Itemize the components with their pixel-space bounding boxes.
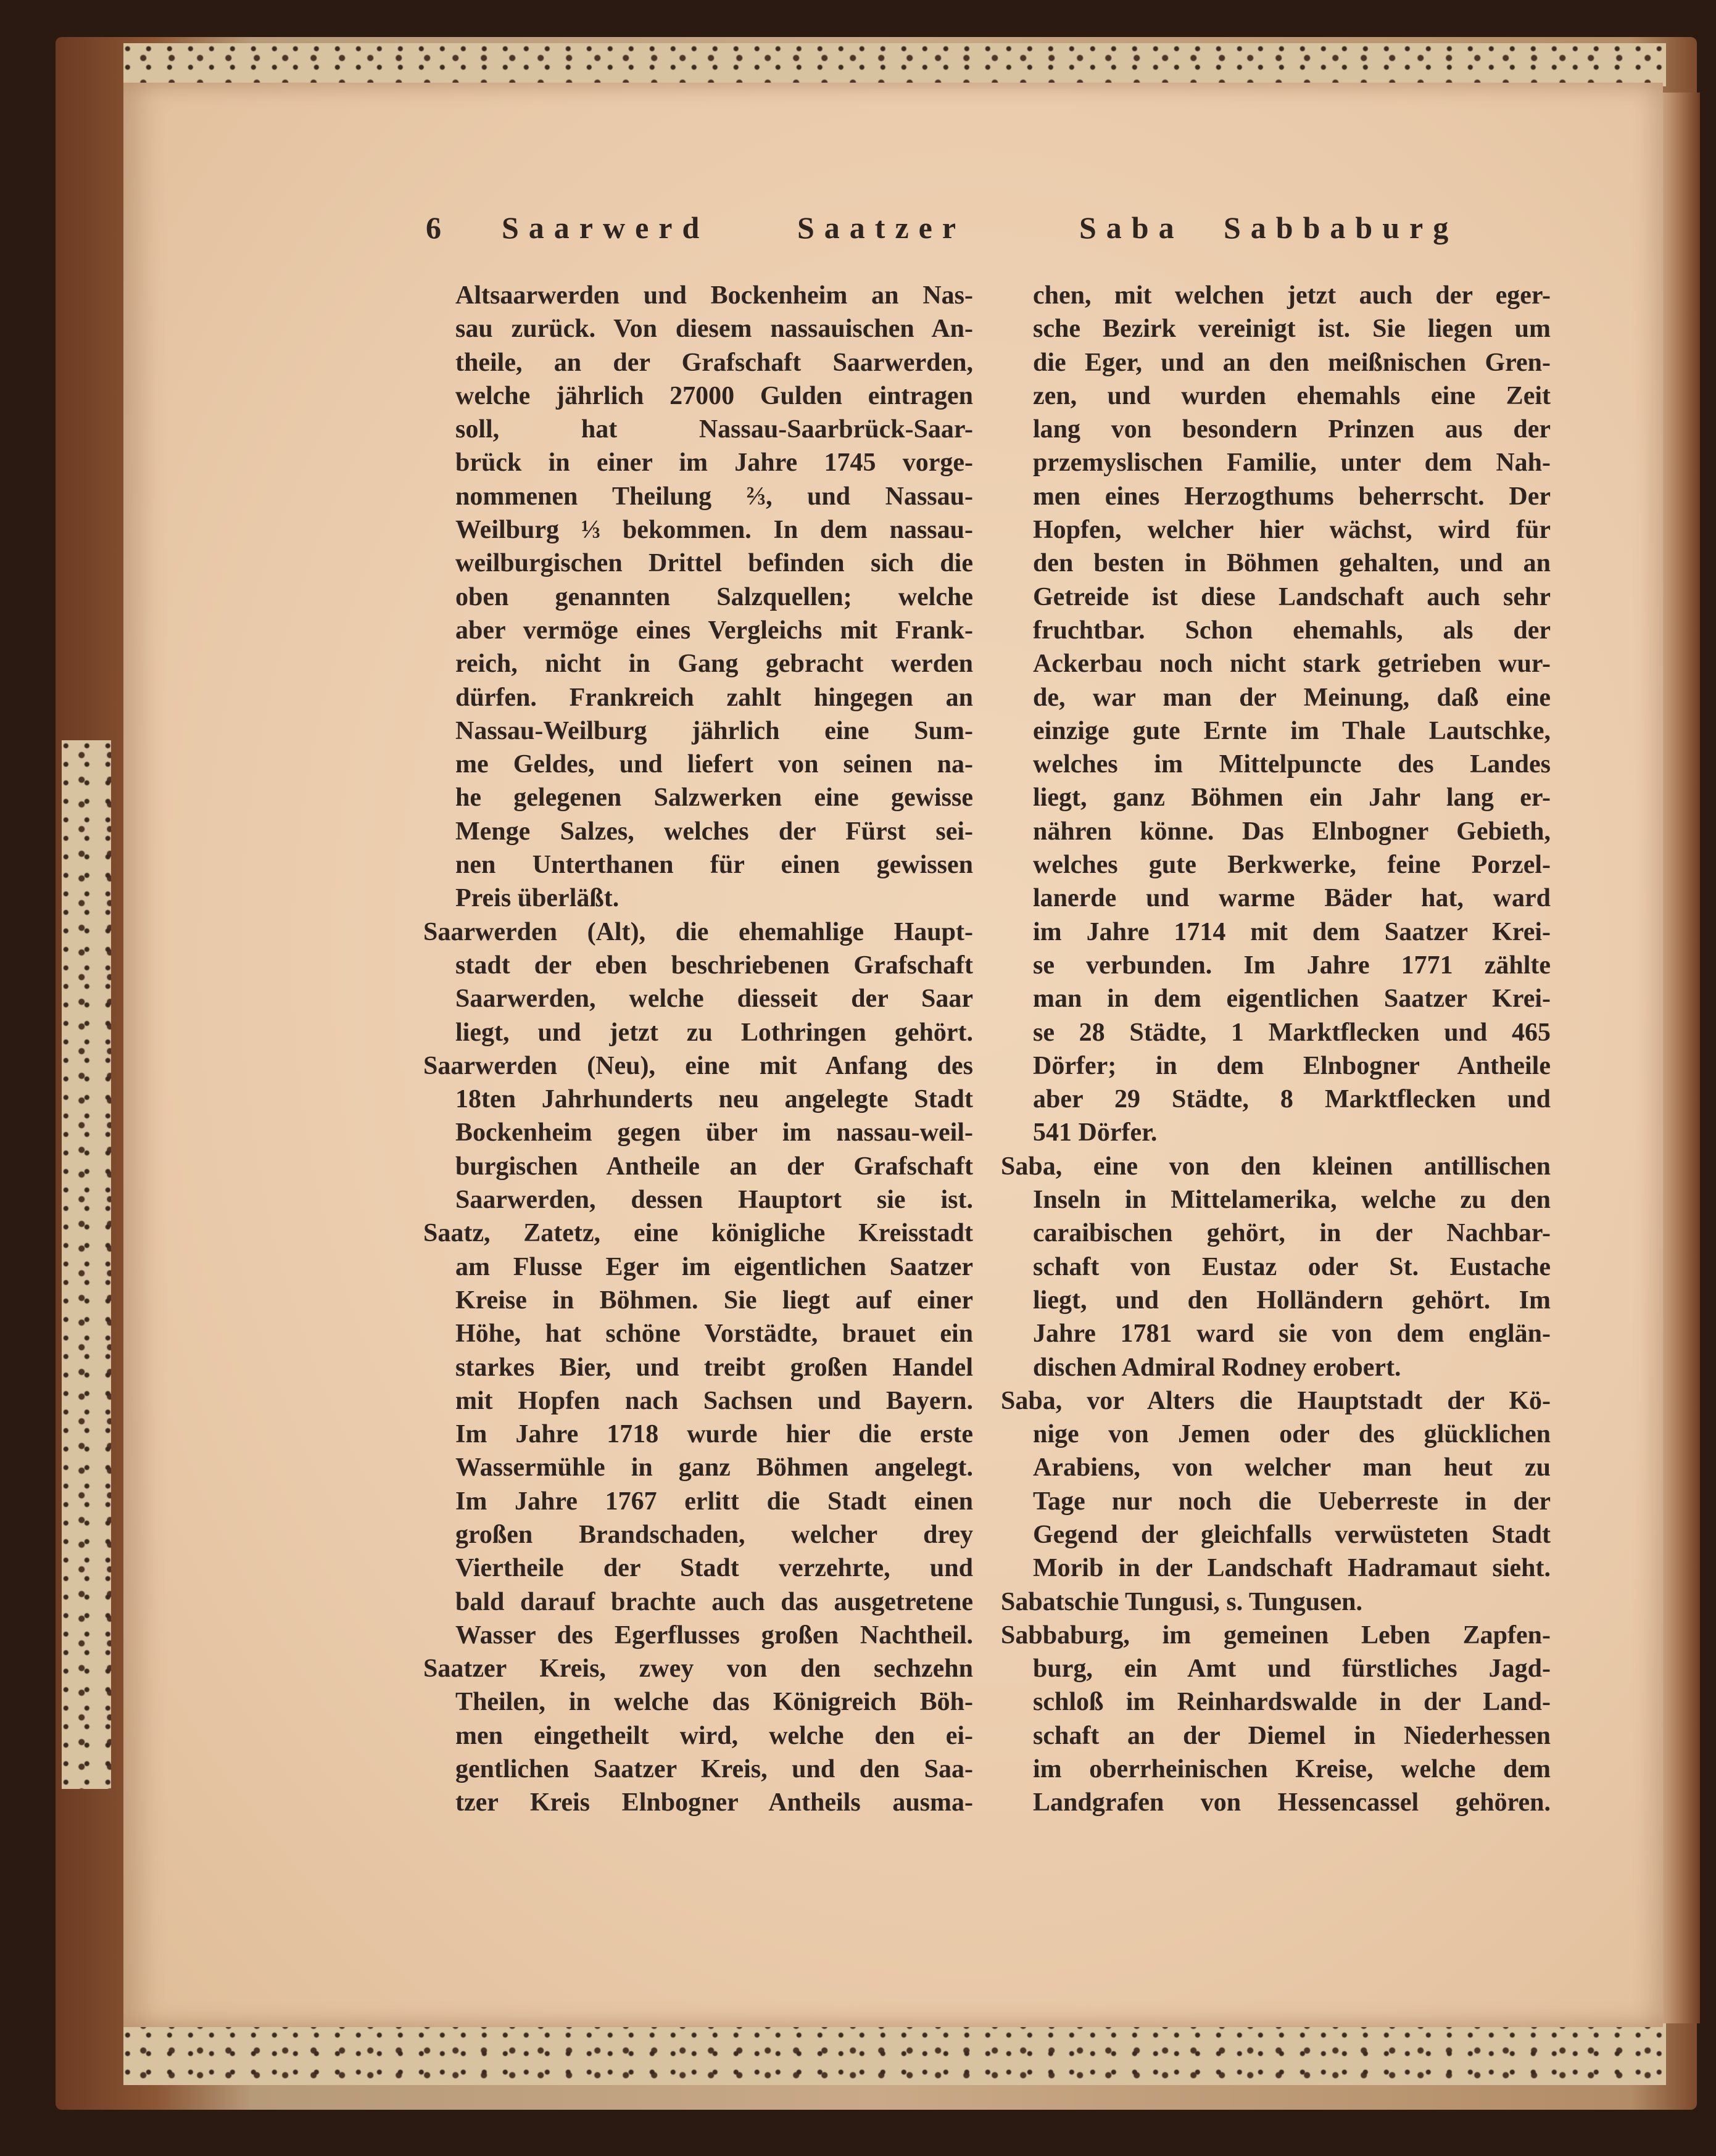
text-line: nen Unterthanen für einen gewissen (455, 851, 973, 880)
text-line: im Jahre 1714 mit dem Saatzer Krei- (1033, 917, 1551, 946)
text-line: Altsaarwerden und Bockenheim an Nas- (455, 281, 973, 310)
text-line: Preis überläßt. (455, 884, 620, 913)
entry-headline: Saba, vor Alters die Hauptstadt der Kö- (1001, 1386, 1551, 1415)
text-line: Dörfer; in dem Elnbogner Antheile (1033, 1051, 1551, 1080)
text-line: chen, mit welchen jetzt auch der eger- (1033, 281, 1551, 310)
text-line: burg, ein Amt und fürstliches Jagd- (1033, 1654, 1551, 1683)
text-line: den besten in Böhmen gehalten, und an (1033, 549, 1551, 578)
text-line: Inseln in Mittelamerika, welche zu den (1033, 1186, 1551, 1215)
text-line: zen, und wurden ehemahls eine Zeit (1033, 381, 1551, 410)
text-line: gentlichen Saatzer Kreis, und den Saa- (455, 1755, 973, 1784)
text-line: nähren könne. Das Elnbogner Gebieth, (1033, 817, 1551, 846)
page-number: 6 (426, 210, 441, 245)
text-line: przemyslischen Familie, unter dem Nah- (1033, 448, 1551, 477)
text-line: großen Brandschaden, welcher drey (455, 1520, 973, 1549)
text-line: theile, an der Grafschaft Saarwerden, (455, 348, 973, 377)
text-column-right (1001, 279, 1551, 1820)
entry-headline: Sabbaburg, im gemeinen Leben Zapfen- (1001, 1621, 1551, 1650)
text-line: Getreide ist diese Landschaft auch sehr (1033, 582, 1551, 611)
text-line: se 28 Städte, 1 Marktflecken und 465 (1033, 1018, 1551, 1047)
text-line: 541 Dörfer. (1033, 1118, 1158, 1147)
text-line: Wasser des Egerflusses großen Nachtheil. (455, 1621, 973, 1650)
text-line: nige von Jemen oder des glücklichen (1033, 1420, 1551, 1449)
text-line: aber vermöge eines Vergleichs mit Frank- (455, 616, 973, 645)
text-line: einzige gute Ernte im Thale Lautschke, (1033, 716, 1551, 745)
text-line: im oberrheinischen Kreise, welche dem (1033, 1755, 1551, 1784)
text-line: aber 29 Städte, 8 Marktflecken und (1033, 1085, 1551, 1114)
text-line: de, war man der Meinung, daß eine (1033, 683, 1551, 712)
text-line: Nassau-Weilburg jährlich eine Sum- (455, 716, 973, 745)
text-line: welches gute Berkwerke, feine Porzel- (1033, 851, 1551, 880)
text-line: sche Bezirk vereinigt ist. Sie liegen um (1033, 315, 1551, 344)
text-line: stadt der eben beschriebenen Grafschaft (455, 951, 973, 980)
text-line: Weilburg ⅓ bekommen. In dem nassau- (455, 516, 973, 545)
marbled-edge-left (62, 740, 111, 1789)
entry-headline: Saarwerden (Neu), eine mit Anfang des (423, 1051, 973, 1080)
text-line: he gelegenen Salzwerken eine gewisse (455, 783, 973, 812)
text-line: Saarwerden, welche diesseit der Saar (455, 985, 973, 1014)
text-line: welche jährlich 27000 Gulden eintragen (455, 381, 973, 410)
text-line: men eingetheilt wird, welche den ei- (455, 1721, 973, 1750)
text-line: starkes Bier, und treibt großen Handel (455, 1353, 973, 1382)
text-line: Menge Salzes, welches der Fürst sei- (455, 817, 973, 846)
text-line: lang von besondern Prinzen aus der (1033, 415, 1551, 444)
text-line: 18ten Jahrhunderts neu angelegte Stadt (455, 1085, 973, 1114)
text-line: Kreise in Böhmen. Sie liegt auf einer (455, 1286, 973, 1315)
text-line: lanerde und warme Bäder hat, ward (1033, 884, 1551, 913)
running-head-right-2: Sabbaburg (1224, 210, 1459, 245)
text-line: schaft an der Diemel in Niederhessen (1033, 1721, 1551, 1750)
text-line: brück in einer im Jahre 1745 vorge- (455, 448, 973, 477)
text-line: Gegend der gleichfalls verwüsteten Stadt (1033, 1520, 1551, 1549)
text-line: Jahre 1781 ward sie von dem englän- (1033, 1320, 1551, 1349)
running-head-left-1: Saarwerd (502, 210, 710, 245)
text-line: me Geldes, und liefert von seinen na- (455, 750, 973, 779)
text-line: dürfen. Frankreich zahlt hingegen an (455, 683, 973, 712)
text-line: Höhe, hat schöne Vorstädte, brauet ein (455, 1320, 973, 1349)
text-line: am Flusse Eger im eigentlichen Saatzer (455, 1252, 973, 1281)
text-line: mit Hopfen nach Sachsen und Bayern. (455, 1386, 973, 1415)
text-line: Hopfen, welcher hier wächst, wird für (1033, 516, 1551, 545)
text-line: Wassermühle in ganz Böhmen angelegt. (455, 1453, 973, 1482)
entry-headline: Saatz, Zatetz, eine königliche Kreisstadt (423, 1219, 973, 1248)
text-line: welches im Mittelpuncte des Landes (1033, 750, 1551, 779)
text-line: Tage nur noch die Ueberreste in der (1033, 1487, 1551, 1516)
text-line: nommenen Theilung ⅔, und Nassau- (455, 482, 973, 511)
text-line: schaft von Eustaz oder St. Eustache (1033, 1252, 1551, 1281)
text-line: dischen Admiral Rodney erobert. (1033, 1353, 1401, 1382)
text-line: liegt, und jetzt zu Lothringen gehört. (455, 1018, 973, 1047)
text-line: sau zurück. Von diesem nassauischen An- (455, 315, 973, 344)
text-line: oben genannten Salzquellen; welche (455, 582, 973, 611)
text-line: liegt, und den Holländern gehört. Im (1033, 1286, 1551, 1315)
text-line: man in dem eigentlichen Saatzer Krei- (1033, 985, 1551, 1014)
text-line: fruchtbar. Schon ehemahls, als der (1033, 616, 1551, 645)
text-line: weilburgischen Drittel befinden sich die (455, 549, 973, 578)
text-line: men eines Herzogthums beherrscht. Der (1033, 482, 1551, 511)
text-line: soll, hat Nassau-Saarbrück-Saar- (455, 415, 973, 444)
text-line: Arabiens, von welcher man heut zu (1033, 1453, 1551, 1482)
entry-headline: Sabatschie Tungusi, s. Tungusen. (1001, 1587, 1363, 1616)
text-line: tzer Kreis Elnbogner Antheils ausma- (455, 1788, 973, 1817)
entry-headline: Saba, eine von den kleinen antillischen (1001, 1152, 1551, 1181)
text-line: Im Jahre 1767 erlitt die Stadt einen (455, 1487, 973, 1516)
text-line: burgischen Antheile an der Grafschaft (455, 1152, 973, 1181)
marbled-edge-top (123, 43, 1666, 86)
text-line: caraibischen gehört, in der Nachbar- (1033, 1219, 1551, 1248)
text-line: schloß im Reinhardswalde in der Land- (1033, 1688, 1551, 1717)
text-line: Landgrafen von Hessencassel gehören. (1033, 1788, 1551, 1817)
text-line: Theilen, in welche das Königreich Böh- (455, 1688, 973, 1717)
entry-headline: Saatzer Kreis, zwey von den sechzehn (423, 1654, 973, 1683)
page-stack-edge (1663, 93, 1700, 2023)
text-line: se verbunden. Im Jahre 1771 zählte (1033, 951, 1551, 980)
text-line: Im Jahre 1718 wurde hier die erste (455, 1420, 973, 1449)
text-line: die Eger, und an den meißnischen Gren- (1033, 348, 1551, 377)
running-head-right-1: Saba (1079, 210, 1184, 245)
running-head-left-2: Saatzer (797, 210, 966, 245)
text-line: Saarwerden, dessen Hauptort sie ist. (455, 1186, 973, 1215)
text-column-left (423, 279, 973, 1820)
text-line: Morib in der Landschaft Hadramaut sieht. (1033, 1554, 1551, 1583)
text-line: bald darauf brachte auch das ausgetretene (455, 1587, 973, 1616)
text-line: reich, nicht in Gang gebracht werden (455, 650, 973, 679)
text-line: Viertheile der Stadt verzehrte, und (455, 1554, 973, 1583)
entry-headline: Saarwerden (Alt), die ehemahlige Haupt- (423, 917, 973, 946)
text-line: liegt, ganz Böhmen ein Jahr lang er- (1033, 783, 1551, 812)
text-line: Ackerbau noch nicht stark getrieben wur- (1033, 650, 1551, 679)
text-line: Bockenheim gegen über im nassau-weil- (455, 1118, 973, 1147)
